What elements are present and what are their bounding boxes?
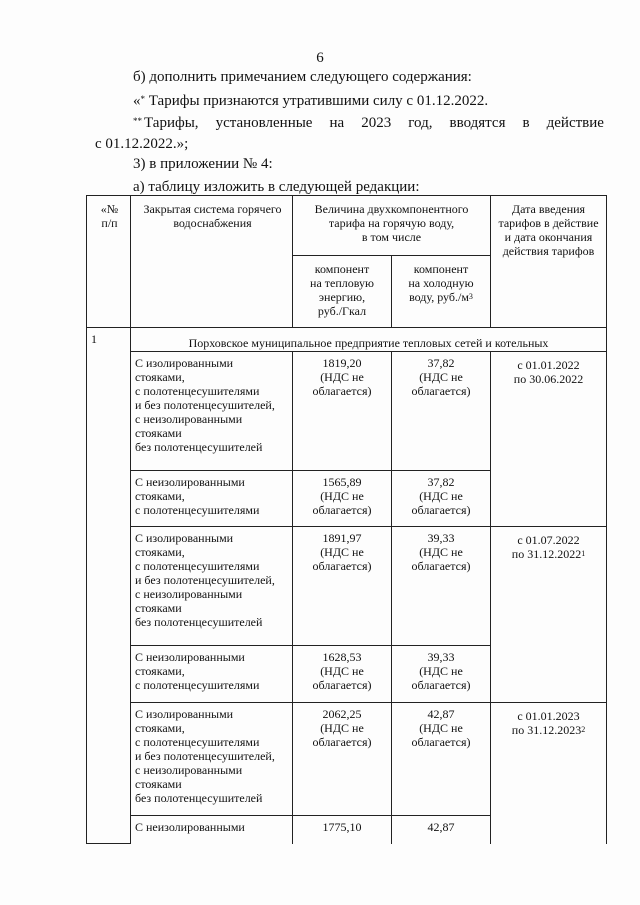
page-number: 6 — [316, 50, 324, 66]
table-row — [87, 703, 607, 816]
org-row-number: 1 — [87, 328, 131, 844]
cold-value: 39,33 (НДС не облагается) — [392, 527, 491, 646]
table-row — [87, 527, 607, 646]
cold-value: 37,82 (НДС не облагается) — [392, 352, 491, 471]
note-2-lead — [133, 114, 199, 132]
row-desc: С изолированными стояками, с полотенцесушителями и без полотенцесушителей, с неизолированными стояками без полотенцесушителей — [131, 527, 293, 646]
row-desc: С изолированными стояками, с полотенцесушителями и без полотенцесушителей, с неизолированными стояками без полотенцесушителей — [131, 352, 293, 471]
heat-value: 1775,10 — [293, 816, 392, 844]
header-heat-component: компонент на тепловую энергию, руб./Гкал — [293, 256, 392, 328]
note-2-word: вводятся — [449, 115, 506, 131]
row-desc: С неизолированными стояками, с полотенцесушителями — [131, 646, 293, 703]
organization-name: Порховское муниципальное предприятие тепловых сетей и котельных — [131, 328, 607, 352]
row-desc: С неизолированными — [131, 816, 293, 844]
note-1 — [133, 92, 488, 110]
heat-value: 1819,20 (НДС не облагается) — [293, 352, 392, 471]
heat-value: 1891,97 (НДС не облагается) — [293, 527, 392, 646]
cold-value: 42,87 — [392, 816, 491, 844]
note-2-word: действие — [546, 115, 604, 131]
note-1-text: Тарифы признаются утратившими силу с 01.12.2022. — [145, 93, 489, 109]
note-2-word: 2023 — [361, 115, 392, 131]
note-2-continuation: с 01.12.2022.»; — [95, 136, 189, 152]
cold-value: 39,33 (НДС не облагается) — [392, 646, 491, 703]
header-cold-water-component: компонент на холодную воду, руб./м$^3$ — [392, 256, 491, 328]
paragraph-a: а) таблицу изложить в следующей редакции: — [133, 179, 420, 195]
note-1-open-quote: « — [133, 93, 141, 109]
note-2-word: в — [522, 115, 530, 131]
header-two-component-tariff: Величина двухкомпонентного тарифа на горячую воду, в том числе — [293, 196, 491, 256]
heat-value: 1565,89 (НДС не облагается) — [293, 471, 392, 527]
period-cell: с 01.07.2022 по 31.12.2022$^1$ — [491, 527, 607, 703]
header-number: «№ п/п — [87, 196, 131, 328]
note-2-asterisks: ** — [133, 116, 142, 126]
header-dates: Дата введения тарифов в действие и дата окончания действия тарифов — [491, 196, 607, 328]
paragraph-3: 3) в приложении № 4: — [133, 156, 273, 172]
tariff-table — [86, 195, 607, 844]
heat-value: 2062,25 (НДС не облагается) — [293, 703, 392, 816]
cold-value: 42,87 (НДС не облагается) — [392, 703, 491, 816]
header-system: Закрытая система горячего водоснабжения — [131, 196, 293, 328]
note-2-word: на — [329, 115, 345, 131]
note-1-asterisk: * — [140, 94, 145, 104]
table-row — [87, 352, 607, 471]
row-desc: С изолированными стояками, с полотенцесушителями и без полотенцесушителей, с неизолированными стояками без полотенцесушителей — [131, 703, 293, 816]
paragraph-b: б) дополнить примечанием следующего содержания: — [133, 69, 472, 85]
heat-value: 1628,53 (НДС не облагается) — [293, 646, 392, 703]
note-2-word: год, — [408, 115, 433, 131]
note-2-first-line — [133, 114, 604, 132]
note-2-word: установленные — [215, 115, 313, 131]
period-cell: с 01.01.2022 по 30.06.2022 — [491, 352, 607, 527]
note-2-word: Тарифы, — [144, 115, 199, 131]
row-desc: С неизолированными стояками, с полотенцесушителями — [131, 471, 293, 527]
cold-value: 37,82 (НДС не облагается) — [392, 471, 491, 527]
period-cell: с 01.01.2023 по 31.12.2023$^2$ — [491, 703, 607, 844]
